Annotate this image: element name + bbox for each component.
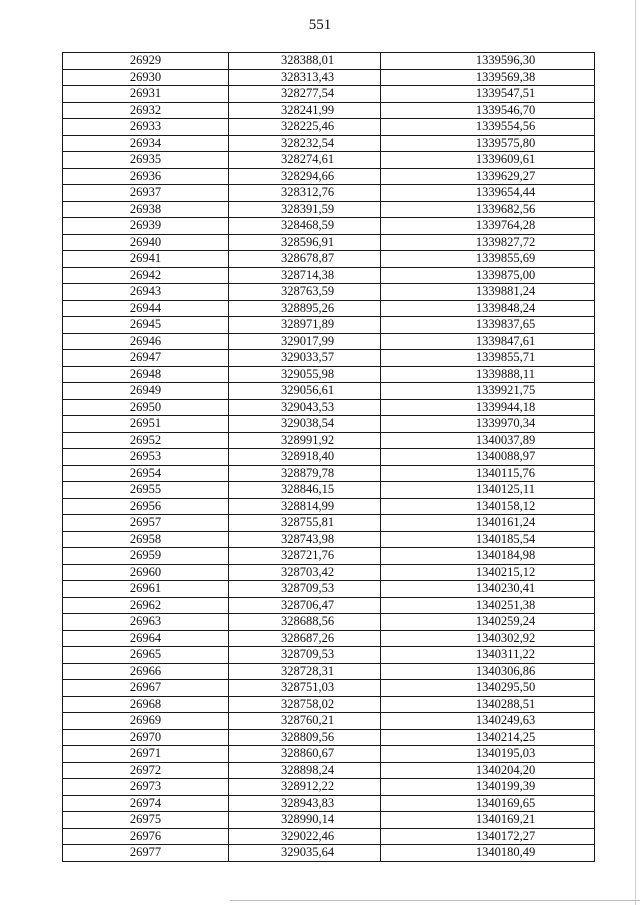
table-row: [63, 515, 595, 532]
table-row: [63, 647, 595, 664]
table-row: [63, 218, 595, 235]
x-coordinate-cell: 328943,83: [229, 795, 381, 812]
x-coordinate-cell: 328596,91: [229, 234, 381, 251]
y-coordinate-cell: 1340230,41: [381, 581, 595, 598]
y-coordinate-cell: 1339888,11: [381, 366, 595, 383]
table-row: [63, 102, 595, 119]
table-row: [63, 746, 595, 763]
table-row: [63, 548, 595, 565]
point-number-cell: 26973: [63, 779, 229, 796]
table-row: [63, 251, 595, 268]
point-number-cell: 26942: [63, 267, 229, 284]
x-coordinate-cell: 328751,03: [229, 680, 381, 697]
point-number-cell: 26930: [63, 69, 229, 86]
table-row: [63, 630, 595, 647]
y-coordinate-cell: 1340215,12: [381, 564, 595, 581]
y-coordinate-cell: 1339609,61: [381, 152, 595, 169]
x-coordinate-cell: 328860,67: [229, 746, 381, 763]
point-number-cell: 26970: [63, 729, 229, 746]
table-row: [63, 795, 595, 812]
table-row: [63, 498, 595, 515]
x-coordinate-cell: 328895,26: [229, 300, 381, 317]
point-number-cell: 26952: [63, 432, 229, 449]
y-coordinate-cell: 1340295,50: [381, 680, 595, 697]
y-coordinate-cell: 1340302,92: [381, 630, 595, 647]
table-row: [63, 333, 595, 350]
point-number-cell: 26931: [63, 86, 229, 103]
y-coordinate-cell: 1339855,69: [381, 251, 595, 268]
point-number-cell: 26954: [63, 465, 229, 482]
point-number-cell: 26950: [63, 399, 229, 416]
point-number-cell: 26936: [63, 168, 229, 185]
point-number-cell: 26955: [63, 482, 229, 499]
table-row: [63, 300, 595, 317]
point-number-cell: 26944: [63, 300, 229, 317]
y-coordinate-cell: 1339921,75: [381, 383, 595, 400]
point-number-cell: 26929: [63, 53, 229, 70]
y-coordinate-cell: 1339944,18: [381, 399, 595, 416]
x-coordinate-cell: 328763,59: [229, 284, 381, 301]
y-coordinate-cell: 1340184,98: [381, 548, 595, 565]
x-coordinate-cell: 328294,66: [229, 168, 381, 185]
x-coordinate-cell: 328241,99: [229, 102, 381, 119]
table-row: [63, 168, 595, 185]
x-coordinate-cell: 328313,43: [229, 69, 381, 86]
point-number-cell: 26967: [63, 680, 229, 697]
y-coordinate-cell: 1340037,89: [381, 432, 595, 449]
point-number-cell: 26935: [63, 152, 229, 169]
x-coordinate-cell: 329022,46: [229, 828, 381, 845]
scan-bottom-line: [230, 900, 640, 901]
point-number-cell: 26961: [63, 581, 229, 598]
y-coordinate-cell: 1340115,76: [381, 465, 595, 482]
point-number-cell: 26964: [63, 630, 229, 647]
x-coordinate-cell: 328990,14: [229, 812, 381, 829]
y-coordinate-cell: 1339629,27: [381, 168, 595, 185]
y-coordinate-cell: 1340306,86: [381, 663, 595, 680]
x-coordinate-cell: 328468,59: [229, 218, 381, 235]
y-coordinate-cell: 1339575,80: [381, 135, 595, 152]
x-coordinate-cell: 328760,21: [229, 713, 381, 730]
x-coordinate-cell: 329017,99: [229, 333, 381, 350]
x-coordinate-cell: 328721,76: [229, 548, 381, 565]
point-number-cell: 26946: [63, 333, 229, 350]
point-number-cell: 26976: [63, 828, 229, 845]
table-row: [63, 201, 595, 218]
x-coordinate-cell: 328688,56: [229, 614, 381, 631]
point-number-cell: 26947: [63, 350, 229, 367]
table-row: [63, 762, 595, 779]
x-coordinate-cell: 329033,57: [229, 350, 381, 367]
y-coordinate-cell: 1340172,27: [381, 828, 595, 845]
point-number-cell: 26966: [63, 663, 229, 680]
table-row: [63, 152, 595, 169]
y-coordinate-cell: 1340158,12: [381, 498, 595, 515]
table-row: [63, 399, 595, 416]
x-coordinate-cell: 328277,54: [229, 86, 381, 103]
x-coordinate-cell: 328391,59: [229, 201, 381, 218]
y-coordinate-cell: 1340311,22: [381, 647, 595, 664]
table-row: [63, 432, 595, 449]
y-coordinate-cell: 1340169,21: [381, 812, 595, 829]
table-row: [63, 680, 595, 697]
point-number-cell: 26953: [63, 449, 229, 466]
y-coordinate-cell: 1339547,51: [381, 86, 595, 103]
point-number-cell: 26962: [63, 597, 229, 614]
y-coordinate-cell: 1340185,54: [381, 531, 595, 548]
y-coordinate-cell: 1339875,00: [381, 267, 595, 284]
point-number-cell: 26974: [63, 795, 229, 812]
point-number-cell: 26972: [63, 762, 229, 779]
table-row: [63, 69, 595, 86]
x-coordinate-cell: 328312,76: [229, 185, 381, 202]
x-coordinate-cell: 328814,99: [229, 498, 381, 515]
table-row: [63, 597, 595, 614]
x-coordinate-cell: 329055,98: [229, 366, 381, 383]
point-number-cell: 26963: [63, 614, 229, 631]
table-row: [63, 713, 595, 730]
x-coordinate-cell: 328912,22: [229, 779, 381, 796]
x-coordinate-cell: 328971,89: [229, 317, 381, 334]
point-number-cell: 26960: [63, 564, 229, 581]
point-number-cell: 26943: [63, 284, 229, 301]
table-row: [63, 86, 595, 103]
x-coordinate-cell: 328991,92: [229, 432, 381, 449]
table-row: [63, 828, 595, 845]
point-number-cell: 26937: [63, 185, 229, 202]
table-row: [63, 614, 595, 631]
y-coordinate-cell: 1340288,51: [381, 696, 595, 713]
y-coordinate-cell: 1340169,65: [381, 795, 595, 812]
x-coordinate-cell: 329038,54: [229, 416, 381, 433]
y-coordinate-cell: 1340259,24: [381, 614, 595, 631]
table-row: [63, 581, 595, 598]
table-row: [63, 135, 595, 152]
x-coordinate-cell: 328709,53: [229, 581, 381, 598]
point-number-cell: 26968: [63, 696, 229, 713]
y-coordinate-cell: 1339827,72: [381, 234, 595, 251]
table-row: [63, 564, 595, 581]
table-row: [63, 53, 595, 70]
x-coordinate-cell: 328758,02: [229, 696, 381, 713]
point-number-cell: 26959: [63, 548, 229, 565]
y-coordinate-cell: 1340180,49: [381, 845, 595, 862]
point-number-cell: 26949: [63, 383, 229, 400]
point-number-cell: 26948: [63, 366, 229, 383]
table-row: [63, 350, 595, 367]
table-row: [63, 729, 595, 746]
x-coordinate-cell: 329043,53: [229, 399, 381, 416]
point-number-cell: 26958: [63, 531, 229, 548]
x-coordinate-cell: 328232,54: [229, 135, 381, 152]
table-row: [63, 267, 595, 284]
y-coordinate-cell: 1339848,24: [381, 300, 595, 317]
point-number-cell: 26971: [63, 746, 229, 763]
table-row: [63, 465, 595, 482]
point-number-cell: 26977: [63, 845, 229, 862]
point-number-cell: 26975: [63, 812, 229, 829]
y-coordinate-cell: 1339546,70: [381, 102, 595, 119]
y-coordinate-cell: 1340214,25: [381, 729, 595, 746]
x-coordinate-cell: 329056,61: [229, 383, 381, 400]
x-coordinate-cell: 328388,01: [229, 53, 381, 70]
point-number-cell: 26939: [63, 218, 229, 235]
x-coordinate-cell: 328678,87: [229, 251, 381, 268]
x-coordinate-cell: 328809,56: [229, 729, 381, 746]
table-row: [63, 663, 595, 680]
table-row: [63, 449, 595, 466]
y-coordinate-cell: 1339682,56: [381, 201, 595, 218]
y-coordinate-cell: 1339569,38: [381, 69, 595, 86]
y-coordinate-cell: 1340199,39: [381, 779, 595, 796]
table-row: [63, 845, 595, 862]
point-number-cell: 26941: [63, 251, 229, 268]
y-coordinate-cell: 1340204,20: [381, 762, 595, 779]
point-number-cell: 26956: [63, 498, 229, 515]
y-coordinate-cell: 1340249,63: [381, 713, 595, 730]
y-coordinate-cell: 1339596,30: [381, 53, 595, 70]
y-coordinate-cell: 1339554,56: [381, 119, 595, 136]
y-coordinate-cell: 1340195,03: [381, 746, 595, 763]
y-coordinate-cell: 1339855,71: [381, 350, 595, 367]
x-coordinate-cell: 328714,38: [229, 267, 381, 284]
point-number-cell: 26969: [63, 713, 229, 730]
table-row: [63, 383, 595, 400]
page-number: 551: [308, 17, 332, 33]
point-number-cell: 26940: [63, 234, 229, 251]
y-coordinate-cell: 1339654,44: [381, 185, 595, 202]
y-coordinate-cell: 1339837,65: [381, 317, 595, 334]
x-coordinate-cell: 329035,64: [229, 845, 381, 862]
x-coordinate-cell: 328918,40: [229, 449, 381, 466]
scan-edge-line: [635, 0, 636, 905]
table-row: [63, 812, 595, 829]
y-coordinate-cell: 1340088,97: [381, 449, 595, 466]
table-row: [63, 779, 595, 796]
table-row: [63, 284, 595, 301]
table-row: [63, 696, 595, 713]
x-coordinate-cell: 328846,15: [229, 482, 381, 499]
x-coordinate-cell: 328274,61: [229, 152, 381, 169]
y-coordinate-cell: 1339847,61: [381, 333, 595, 350]
point-number-cell: 26933: [63, 119, 229, 136]
table-body: [63, 53, 595, 862]
point-number-cell: 26938: [63, 201, 229, 218]
point-number-cell: 26945: [63, 317, 229, 334]
table-row: [63, 119, 595, 136]
table-row: [63, 482, 595, 499]
x-coordinate-cell: 328728,31: [229, 663, 381, 680]
point-number-cell: 26965: [63, 647, 229, 664]
point-number-cell: 26932: [63, 102, 229, 119]
x-coordinate-cell: 328703,42: [229, 564, 381, 581]
table-row: [63, 416, 595, 433]
x-coordinate-cell: 328709,53: [229, 647, 381, 664]
point-number-cell: 26951: [63, 416, 229, 433]
table-row: [63, 531, 595, 548]
y-coordinate-cell: 1340251,38: [381, 597, 595, 614]
y-coordinate-cell: 1340161,24: [381, 515, 595, 532]
x-coordinate-cell: 328898,24: [229, 762, 381, 779]
table-row: [63, 317, 595, 334]
table-row: [63, 366, 595, 383]
y-coordinate-cell: 1339970,34: [381, 416, 595, 433]
y-coordinate-cell: 1340125,11: [381, 482, 595, 499]
point-number-cell: 26934: [63, 135, 229, 152]
table-row: [63, 185, 595, 202]
x-coordinate-cell: 328879,78: [229, 465, 381, 482]
table-row: [63, 234, 595, 251]
x-coordinate-cell: 328743,98: [229, 531, 381, 548]
y-coordinate-cell: 1339881,24: [381, 284, 595, 301]
coordinates-table: [62, 52, 595, 862]
x-coordinate-cell: 328755,81: [229, 515, 381, 532]
x-coordinate-cell: 328687,26: [229, 630, 381, 647]
point-number-cell: 26957: [63, 515, 229, 532]
x-coordinate-cell: 328225,46: [229, 119, 381, 136]
x-coordinate-cell: 328706,47: [229, 597, 381, 614]
y-coordinate-cell: 1339764,28: [381, 218, 595, 235]
